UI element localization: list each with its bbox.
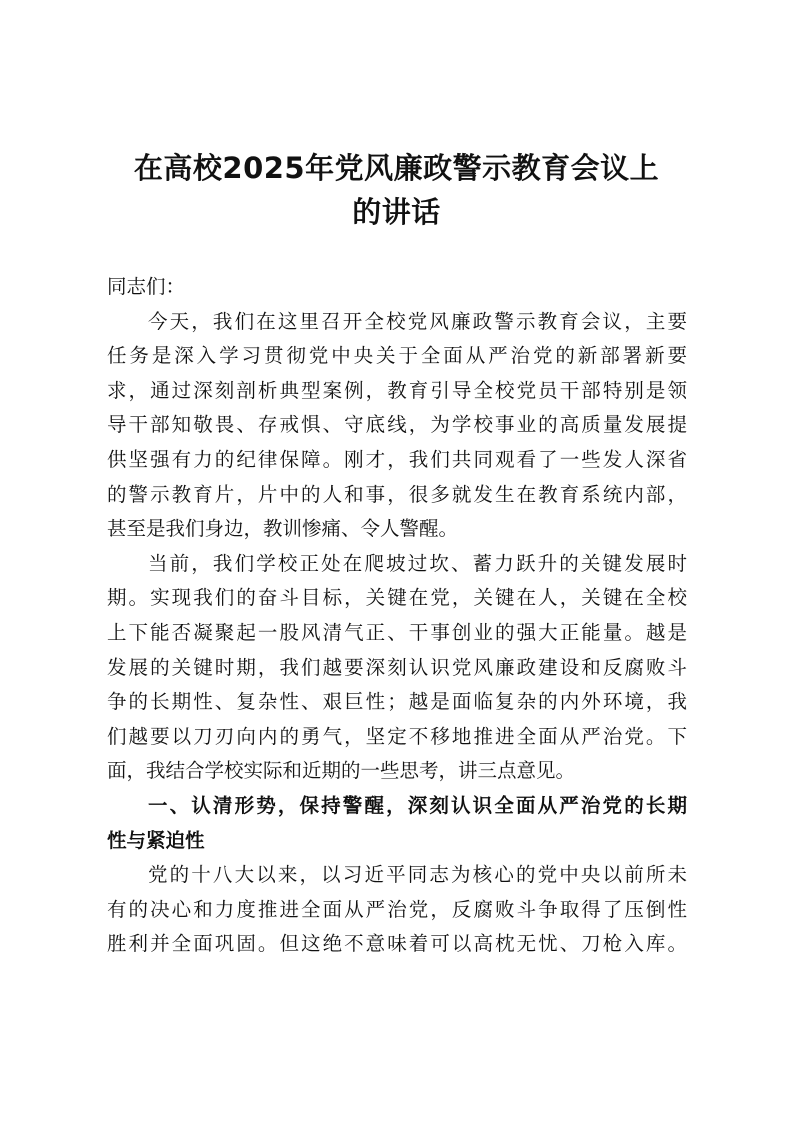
section-heading-line: 一、认清形势，保持警醒，深刻认识全面从严治党的长期	[148, 793, 687, 817]
paragraph-1-line: 供坚强有力的纪律保障。刚才，我们共同观看了一些发人深省	[107, 447, 687, 471]
paragraph-1-line: 的警示教育片，片中的人和事，很多就发生在教育系统内部，	[107, 482, 687, 506]
paragraph-2-line: 当前，我们学校正处在爬坡过坎、蓄力跃升的关键发展时	[148, 551, 687, 575]
document-title	[100, 146, 693, 234]
paragraph-1-line: 导干部知敬畏、存戒惧、守底线，为学校事业的高质量发展提	[107, 413, 687, 437]
paragraph-2-line: 期。实现我们的奋斗目标，关键在党，关键在人，关键在全校	[107, 586, 687, 610]
title-line-1: 在高校2025年党风廉政警示教育会议上	[133, 151, 660, 185]
title-line-2: 的讲话	[352, 195, 441, 229]
paragraph-1-line: 求，通过深刻剖析典型案例，教育引导全校党员干部特别是领	[107, 378, 687, 402]
document-body	[107, 270, 687, 962]
paragraph-1-line: 甚至是我们身边，教训惨痛、令人警醒。	[107, 517, 459, 541]
paragraph-3-line: 党的十八大以来，以习近平同志为核心的党中央以前所未	[148, 863, 687, 887]
paragraph-2-line: 发展的关键时期，我们越要深刻认识党风廉政建设和反腐败斗	[107, 655, 687, 679]
paragraph-3-line: 胜利并全面巩固。但这绝不意味着可以高枕无忧、刀枪入库。	[107, 932, 687, 956]
paragraph-2-line: 面，我结合学校实际和近期的一些思考，讲三点意见。	[107, 759, 576, 783]
section-heading-line: 性与紧迫性	[107, 828, 205, 852]
salutation: 同志们：	[107, 275, 186, 298]
paragraph-1-line: 今天，我们在这里召开全校党风廉政警示教育会议，主要	[148, 309, 687, 333]
paragraph-2-line: 们越要以刀刃向内的勇气，坚定不移地推进全面从严治党。下	[107, 724, 687, 748]
paragraph-3-line: 有的决心和力度推进全面从严治党，反腐败斗争取得了压倒性	[107, 897, 687, 921]
paragraph-2-line: 争的长期性、复杂性、艰巨性；越是面临复杂的内外环境，我	[107, 690, 687, 714]
paragraph-1-line: 任务是深入学习贯彻党中央关于全面从严治党的新部署新要	[107, 344, 687, 368]
paragraph-2-line: 上下能否凝聚起一股风清气正、干事创业的强大正能量。越是	[107, 620, 687, 644]
